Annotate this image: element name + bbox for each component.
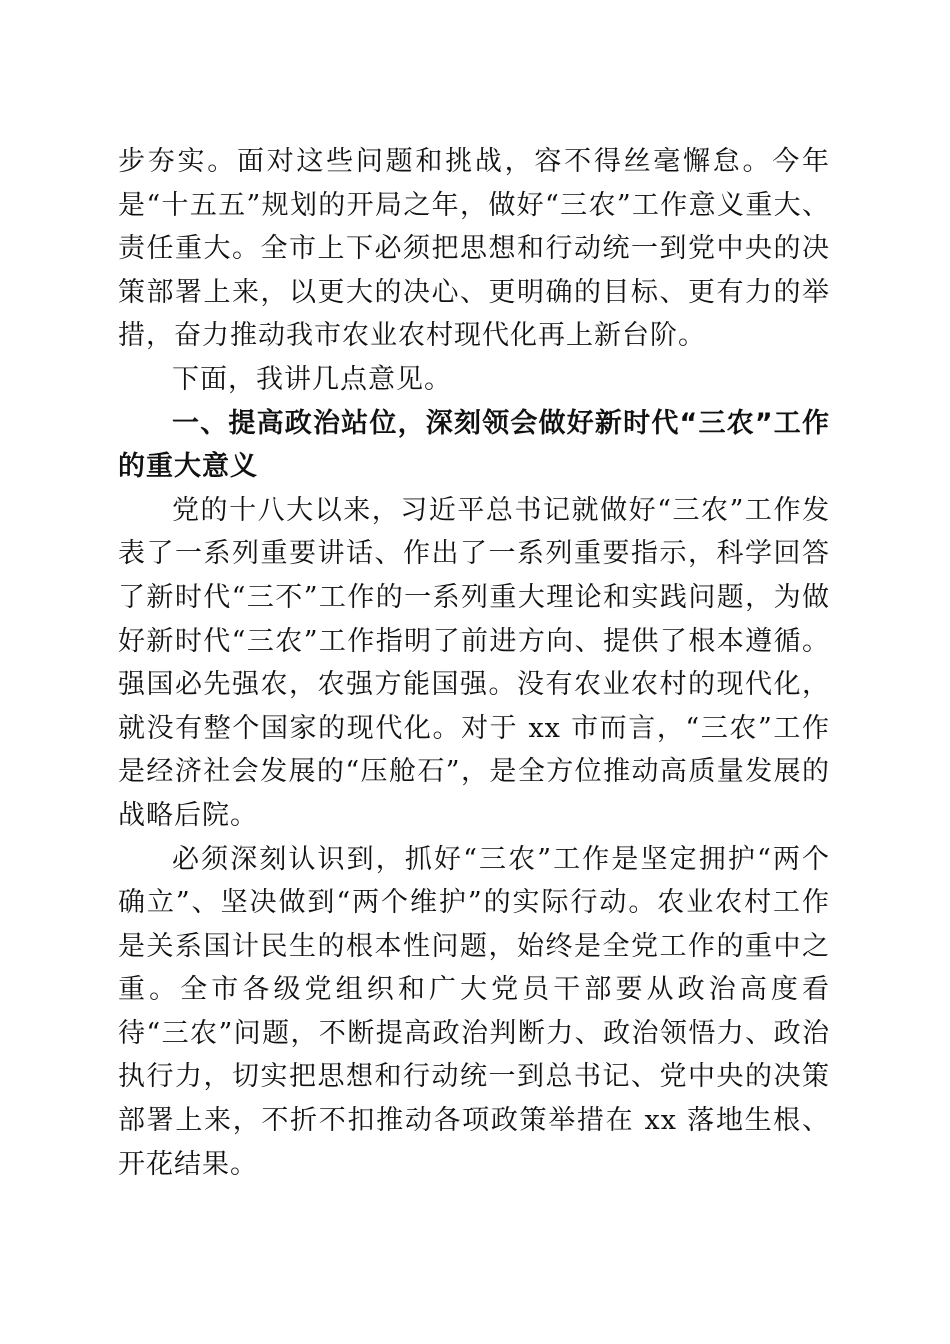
paragraph-intro: 下面，我讲几点意见。	[172, 363, 452, 395]
paragraph-body-2: 必须深刻认识到，抓好“三农”工作是坚定拥护“两个确立”、坚决做到“两个维护”的实际行动。农业农村工作是关系国计民生的根本性问题，始终是全党工作的重中之重。全市各级党组织和广大党员干部要从政治高度看待“三农”问题，不断提高政治判断力、政治领悟力、政治执行力，切实把思想和行动统一到总书记、党中央的决策部署上来，不折不扣推动各项政策举措在 xx 落地生根、开花结果。	[118, 843, 830, 1180]
paragraph-continuation: 步夯实。面对这些问题和挑战，容不得丝毫懈怠。今年是“十五五”规划的开局之年，做好“三农”工作意义重大、责任重大。全市上下必须把思想和行动统一到党中央的决策部署上来，以更大的决心、更明确的目标、更有力的举措，奋力推动我市农业农村现代化再上新台阶。	[118, 146, 830, 352]
paragraph-body-1: 党的十八大以来，习近平总书记就做好“三农”工作发表了一系列重要讲话、作出了一系列重要指示，科学回答了新时代“三不”工作的一系列重大理论和实践问题，为做好新时代“三农”工作指明了前进方向、提供了根本遵循。强国必先强农，农强方能国强。没有农业农村的现代化，就没有整个国家的现代化。对于 xx 市而言，“三农”工作是经济社会发展的“压舱石”，是全方位推动高质量发展的战略后院。	[118, 494, 830, 831]
section-heading: 一、提高政治站位，深刻领会做好新时代“三农”工作的重大意义	[118, 407, 830, 483]
document-page	[118, 140, 830, 1186]
